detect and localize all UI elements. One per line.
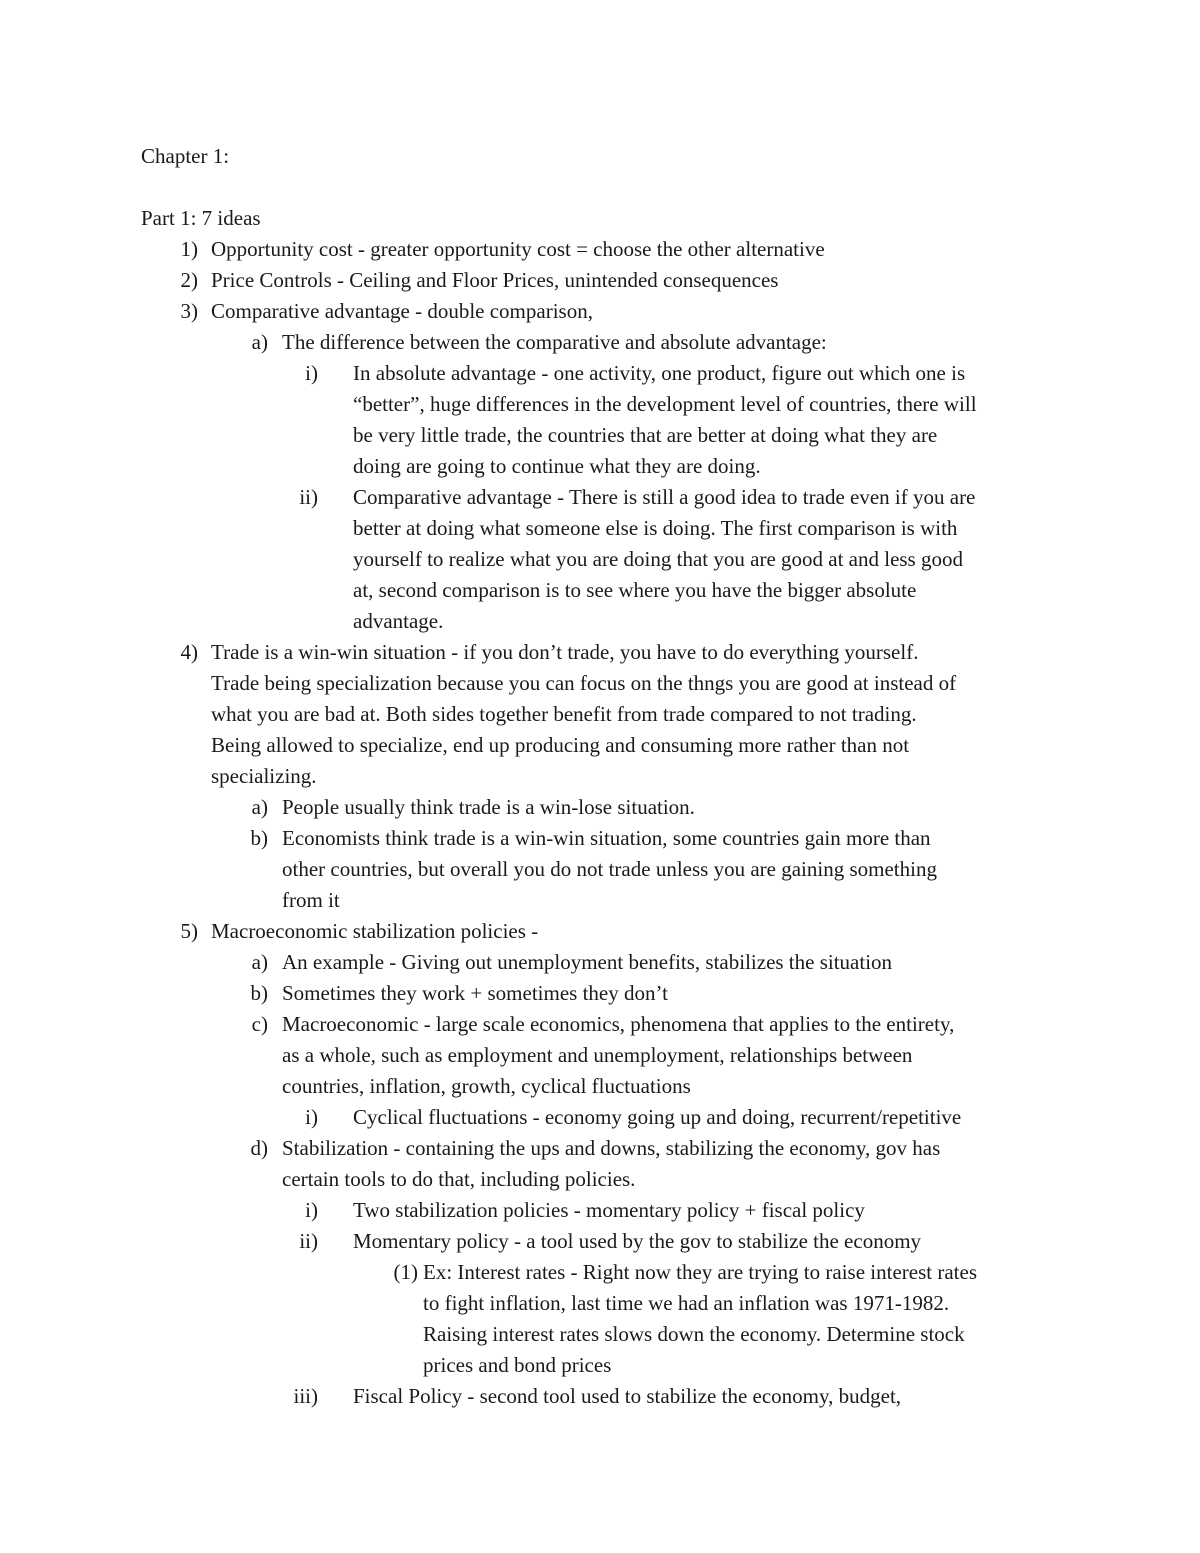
list-item-text: People usually think trade is a win-lose situation. [282,795,695,819]
list-marker: a) [251,795,268,819]
outline-line [0,668,1200,699]
outline-line [0,234,1200,265]
part-title: Part 1: 7 ideas [141,206,261,230]
list-item-text: Opportunity cost - greater opportunity cost = choose the other alternative [211,237,825,261]
list-item-text: other countries, but overall you do not trade unless you are gaining something [282,857,937,881]
outline-line [0,1381,1200,1412]
list-item-text: Cyclical fluctuations - economy going up and doing, recurrent/repetitive [353,1105,962,1129]
list-marker: 4) [180,640,198,664]
list-marker: 1) [180,237,198,261]
list-item-text: Comparative advantage - double comparison, [211,299,593,323]
list-item-text: Trade being specialization because you can focus on the thngs you are good at instead of [211,671,957,695]
outline-line [0,1257,1200,1288]
outline-line [0,265,1200,296]
list-marker: a) [251,330,268,354]
list-item-text: Stabilization - containing the ups and downs, stabilizing the economy, gov has [282,1136,941,1160]
list-item-text: doing are going to continue what they are doing. [353,454,761,478]
list-item-text: An example - Giving out unemployment benefits, stabilizes the situation [282,950,893,974]
outline-line [0,1133,1200,1164]
list-marker: i) [305,1198,318,1222]
outline-line [0,916,1200,947]
list-item-text: In absolute advantage - one activity, one product, figure out which one is [353,361,966,385]
outline-line [0,1164,1200,1195]
outline-line [0,451,1200,482]
list-item-text: Economists think trade is a win-win situation, some countries gain more than [282,826,931,850]
list-marker: 3) [180,299,198,323]
outline-line [0,482,1200,513]
outline-line [0,1040,1200,1071]
outline-line [0,1288,1200,1319]
outline-line [0,389,1200,420]
outline-line [0,1350,1200,1381]
list-item-text: specializing. [211,764,317,788]
outline-line [0,513,1200,544]
list-item-text: to fight inflation, last time we had an inflation was 1971-1982. [423,1291,950,1315]
list-marker: (1) [393,1260,418,1284]
list-marker: b) [250,826,268,850]
list-marker: b) [250,981,268,1005]
list-marker: i) [305,1105,318,1129]
list-item-text: Ex: Interest rates - Right now they are trying to raise interest rates [423,1260,977,1284]
list-marker: i) [305,361,318,385]
list-item-text: from it [282,888,340,912]
list-item-text: Raising interest rates slows down the economy. Determine stock [423,1322,965,1346]
outline-line [0,637,1200,668]
outline-line [0,1226,1200,1257]
outline-line [0,606,1200,637]
list-item-text: Macroeconomic - large scale economics, phenomena that applies to the entirety, [282,1012,955,1036]
outline-line [0,1071,1200,1102]
list-item-text: better at doing what someone else is doing. The first comparison is with [353,516,958,540]
list-item-text: Price Controls - Ceiling and Floor Prices, unintended consequences [211,268,779,292]
list-item-text: as a whole, such as employment and unemployment, relationships between [282,1043,913,1067]
outline-line [0,885,1200,916]
list-item-text: at, second comparison is to see where you have the bigger absolute [353,578,917,602]
list-item-text: what you are bad at. Both sides together benefit from trade compared to not trading. [211,702,917,726]
list-item-text: The difference between the comparative and absolute advantage: [282,330,827,354]
list-item-text: countries, inflation, growth, cyclical fluctuations [282,1074,691,1098]
list-item-text: advantage. [353,609,444,633]
outline-line [0,699,1200,730]
outline-line [0,544,1200,575]
outline-line [0,575,1200,606]
outline-line [0,1195,1200,1226]
list-item-text: Trade is a win-win situation - if you don’t trade, you have to do everything yourself. [211,640,919,664]
list-marker: ii) [299,1229,318,1253]
outline-line [0,730,1200,761]
list-marker: iii) [293,1384,318,1408]
outline-line [0,823,1200,854]
outline-line [0,854,1200,885]
list-marker: ii) [299,485,318,509]
outline-line [0,1319,1200,1350]
chapter-heading: Chapter 1: [141,144,230,168]
outline-line [0,420,1200,451]
outline-line [0,327,1200,358]
outline-line [0,1009,1200,1040]
outline-line [0,1102,1200,1133]
outline-line [0,978,1200,1009]
list-item-text: Fiscal Policy - second tool used to stabilize the economy, budget, [353,1384,902,1408]
list-marker: 5) [180,919,198,943]
list-item-text: Macroeconomic stabilization policies - [211,919,539,943]
outline-line [0,792,1200,823]
list-marker: d) [250,1136,268,1160]
outline-line [0,947,1200,978]
list-item-text: yourself to realize what you are doing that you are good at and less good [353,547,963,571]
outline-list [0,234,1200,1412]
list-item-text: “better”, huge differences in the development level of countries, there will [353,392,977,416]
list-item-text: Two stabilization policies - momentary policy + fiscal policy [353,1198,865,1222]
list-marker: a) [251,950,268,974]
outline-line [0,358,1200,389]
outline-line [0,761,1200,792]
list-item-text: Comparative advantage - There is still a good idea to trade even if you are [353,485,976,509]
list-item-text: prices and bond prices [423,1353,612,1377]
list-item-text: Sometimes they work + sometimes they don’t [282,981,668,1005]
list-item-text: Momentary policy - a tool used by the gov to stabilize the economy [353,1229,922,1253]
list-item-text: Being allowed to specialize, end up producing and consuming more rather than not [211,733,910,757]
list-item-text: certain tools to do that, including policies. [282,1167,636,1191]
list-marker: 2) [180,268,198,292]
outline-line [0,296,1200,327]
list-item-text: be very little trade, the countries that are better at doing what they are [353,423,938,447]
list-marker: c) [251,1012,268,1036]
